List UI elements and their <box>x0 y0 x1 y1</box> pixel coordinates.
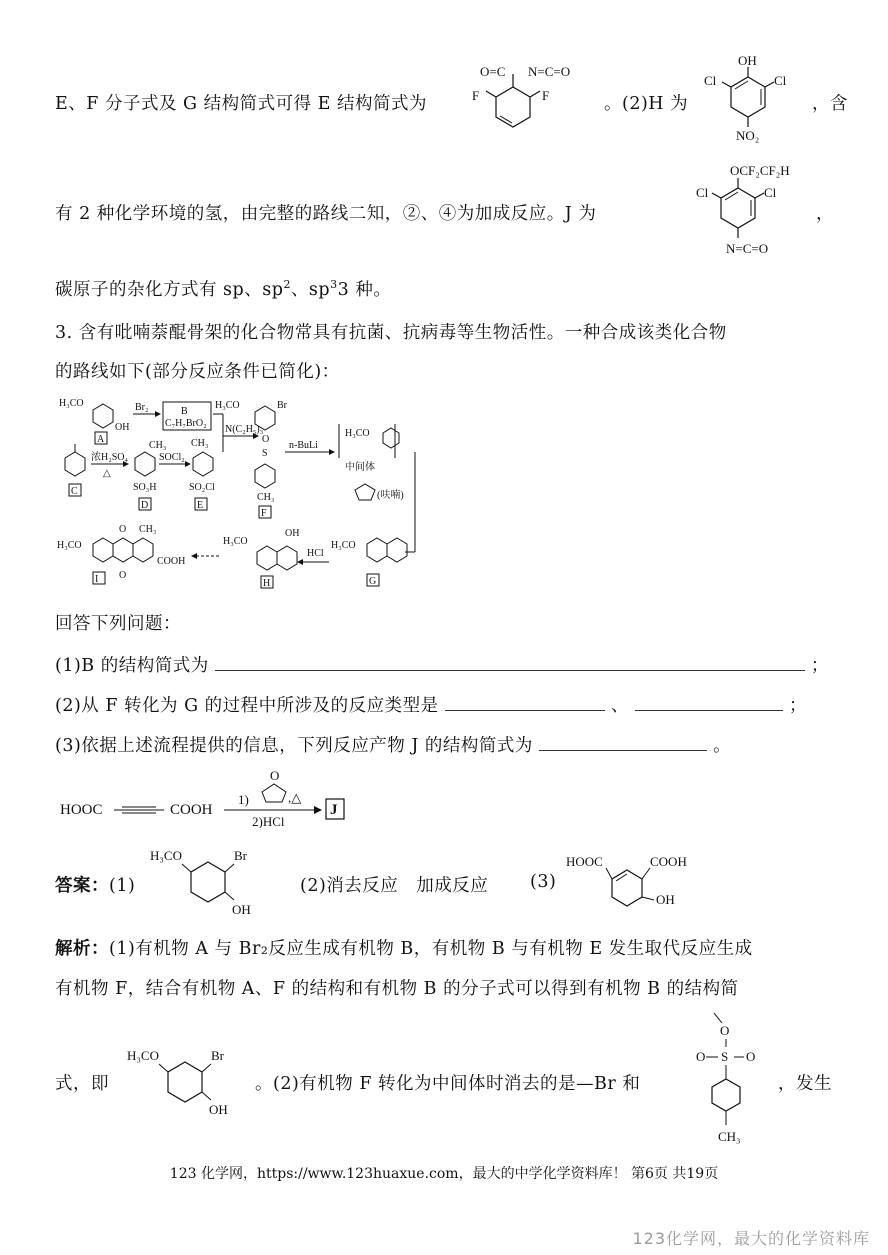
answer-blank-2b[interactable] <box>635 694 783 711</box>
structure-H <box>700 52 810 144</box>
svg-text:O: O <box>262 434 270 445</box>
svg-text:OH: OH <box>209 1102 228 1117</box>
explanation-line-3c: ，发生 <box>778 1074 832 1094</box>
svg-text:A: A <box>97 434 105 445</box>
svg-text:COOH: COOH <box>170 802 213 818</box>
svg-text:S: S <box>721 1049 729 1064</box>
answer-blank-2a[interactable] <box>445 694 605 711</box>
svg-text:OH: OH <box>115 422 130 433</box>
answer-part-2: (2)消去反应 加成反应 <box>300 876 489 896</box>
svg-text:Cl: Cl <box>764 185 777 200</box>
svg-text:S: S <box>262 448 268 459</box>
svg-text:中间体: 中间体 <box>345 462 375 473</box>
explanation-line-3a: 式，即 <box>55 1074 109 1094</box>
svg-text:HOOC: HOOC <box>60 802 103 818</box>
svg-text:OCF₂CF₂H: OCF₂CF₂H <box>730 163 790 178</box>
compound-C <box>65 444 85 497</box>
svg-text:N=C=O: N=C=O <box>528 64 571 79</box>
svg-text:Br₂: Br₂ <box>135 402 149 413</box>
answer-prompt: 回答下列问题： <box>55 614 181 634</box>
synthesis-scheme <box>55 392 425 597</box>
svg-text:O: O <box>720 1023 730 1038</box>
answer-blank-3[interactable] <box>539 734 707 751</box>
answer-structure-B <box>148 840 278 920</box>
svg-text:B: B <box>181 406 188 417</box>
question-3-1: (1)B 的结构简式为 ； <box>55 656 829 676</box>
reaction-J <box>60 768 360 828</box>
explanation-line-2: 有机物 F，结合有机物 A、F 的结构和有机物 B 的分子式可以得到有机物 B 的结构简 <box>55 979 739 999</box>
svg-text:D: D <box>141 500 149 511</box>
svg-text:H₃CO: H₃CO <box>57 540 82 551</box>
compound-G <box>331 538 407 587</box>
explanation-structure-tosylate <box>690 1005 770 1155</box>
text-line-1: E、F 分子式及 G 结构简式可得 E 结构简式为 <box>55 94 427 114</box>
svg-text:C₇H₇BrO₂: C₇H₇BrO₂ <box>165 418 207 429</box>
svg-text:J: J <box>330 802 338 818</box>
svg-text:O: O <box>119 524 127 535</box>
svg-text:COOH: COOH <box>157 556 186 567</box>
svg-text:I: I <box>95 574 99 585</box>
text-line-1-end: ，含 <box>812 94 848 114</box>
svg-text:(呋喃): (呋喃) <box>377 490 404 501</box>
svg-text:Br: Br <box>211 1048 224 1063</box>
svg-text:SO₃H: SO₃H <box>133 482 157 493</box>
svg-text:△: △ <box>103 468 111 479</box>
svg-text:O: O <box>270 768 280 783</box>
svg-text:O: O <box>696 1049 706 1064</box>
svg-text:Cl: Cl <box>704 73 717 88</box>
svg-text:CH₃: CH₃ <box>191 438 209 449</box>
svg-text:OH: OH <box>738 53 757 68</box>
svg-text:H₃CO: H₃CO <box>127 1048 159 1063</box>
question-3-line-2: 的路线如下(部分反应条件已简化)： <box>55 362 340 382</box>
explanation-structure-B <box>125 1040 255 1120</box>
svg-text:COOH: COOH <box>650 854 687 869</box>
page-footer: 123 化学网，https://www.123huaxue.com，最大的中学化学资料库！ 第6页 共19页 <box>169 1166 719 1182</box>
compound-A <box>59 398 129 445</box>
svg-text:H₃CO: H₃CO <box>215 400 240 411</box>
svg-text:F: F <box>261 508 267 519</box>
svg-text:N=C=O: N=C=O <box>726 241 769 256</box>
svg-text:浓H₂SO₄: 浓H₂SO₄ <box>91 452 128 463</box>
text-line-3: 碳原子的杂化方式有 sp、$sp^2$、$sp^33$ 种。 <box>55 278 392 300</box>
svg-text:,△: ,△ <box>288 790 302 805</box>
svg-text:C: C <box>71 486 78 497</box>
explanation-line-3b: 。(2)有机物 F 转化为中间体时消去的是—Br 和 <box>255 1074 641 1094</box>
compound-H <box>223 528 299 589</box>
svg-text:Cl: Cl <box>774 73 787 88</box>
text-line-1-mid: 。(2)H 为 <box>604 94 689 114</box>
svg-text:SOCl₂: SOCl₂ <box>159 452 185 463</box>
question-3-line-1: 3. 含有吡喃萘醌骨架的化合物常具有抗菌、抗病毒等生物活性。一种合成该类化合物 <box>55 323 727 343</box>
svg-text:H₃CO: H₃CO <box>223 536 248 547</box>
svg-text:E: E <box>197 500 204 511</box>
svg-text:H₃CO: H₃CO <box>150 848 182 863</box>
svg-text:G: G <box>369 576 377 587</box>
question-3-3: (3)依据上述流程提供的信息，下列反应产物 J 的结构简式为 。 <box>55 736 732 756</box>
svg-text:O=C: O=C <box>480 64 506 79</box>
svg-text:O: O <box>119 570 127 581</box>
svg-text:2)HCl: 2)HCl <box>252 814 285 828</box>
svg-text:NO₂: NO₂ <box>736 128 760 143</box>
svg-text:CH₃: CH₃ <box>149 440 167 451</box>
explanation-line-1: 解析：(1)有机物 A 与 Br₂反应生成有机物 B，有机物 B 与有机物 E 发生取代反应生成 <box>55 939 753 959</box>
svg-text:SO₂Cl: SO₂Cl <box>189 482 215 493</box>
answer-blank-1[interactable] <box>215 654 805 671</box>
compound-D <box>133 440 166 511</box>
svg-text:Cl: Cl <box>696 185 709 200</box>
svg-text:CH₃: CH₃ <box>718 1129 741 1144</box>
svg-text:OH: OH <box>285 528 300 539</box>
svg-text:OH: OH <box>656 892 675 907</box>
svg-text:n-BuLi: n-BuLi <box>289 440 318 451</box>
question-3-2: (2)从 F 转化为 G 的过程中所涉及的反应类型是 、 ； <box>55 696 807 716</box>
svg-text:CH₃: CH₃ <box>139 524 157 535</box>
svg-text:1): 1) <box>238 792 249 807</box>
answer-line: 答案：(1) <box>55 876 136 896</box>
svg-text:HCl: HCl <box>307 548 324 559</box>
svg-text:F: F <box>472 88 480 103</box>
svg-text:Br: Br <box>234 848 247 863</box>
svg-text:HOOC: HOOC <box>566 854 603 869</box>
svg-text:Br: Br <box>277 400 287 411</box>
answer-structure-J <box>562 850 712 920</box>
text-line-2-end: ， <box>816 204 834 224</box>
structure-E <box>468 62 603 137</box>
answer-part-3: (3) <box>530 872 557 892</box>
compound-I <box>57 524 185 585</box>
watermark: 123化学网，最大的化学资料库 <box>632 1229 870 1248</box>
svg-text:CH₃: CH₃ <box>257 492 275 503</box>
svg-text:H₃CO: H₃CO <box>331 540 356 551</box>
svg-text:O: O <box>746 1049 756 1064</box>
svg-text:H₃CO: H₃CO <box>345 428 370 439</box>
compound-E <box>189 438 215 511</box>
svg-text:N(C₂H₅)₃: N(C₂H₅)₃ <box>225 424 264 435</box>
svg-text:F: F <box>542 88 550 103</box>
compound-F <box>215 400 288 519</box>
svg-text:OH: OH <box>232 902 251 917</box>
text-line-2: 有 2 种化学环境的氢，由完整的路线二知，②、④为加成反应。J 为 <box>55 204 597 224</box>
svg-text:H: H <box>263 578 271 589</box>
structure-J-prev <box>690 160 810 265</box>
svg-text:H₃CO: H₃CO <box>59 398 84 409</box>
